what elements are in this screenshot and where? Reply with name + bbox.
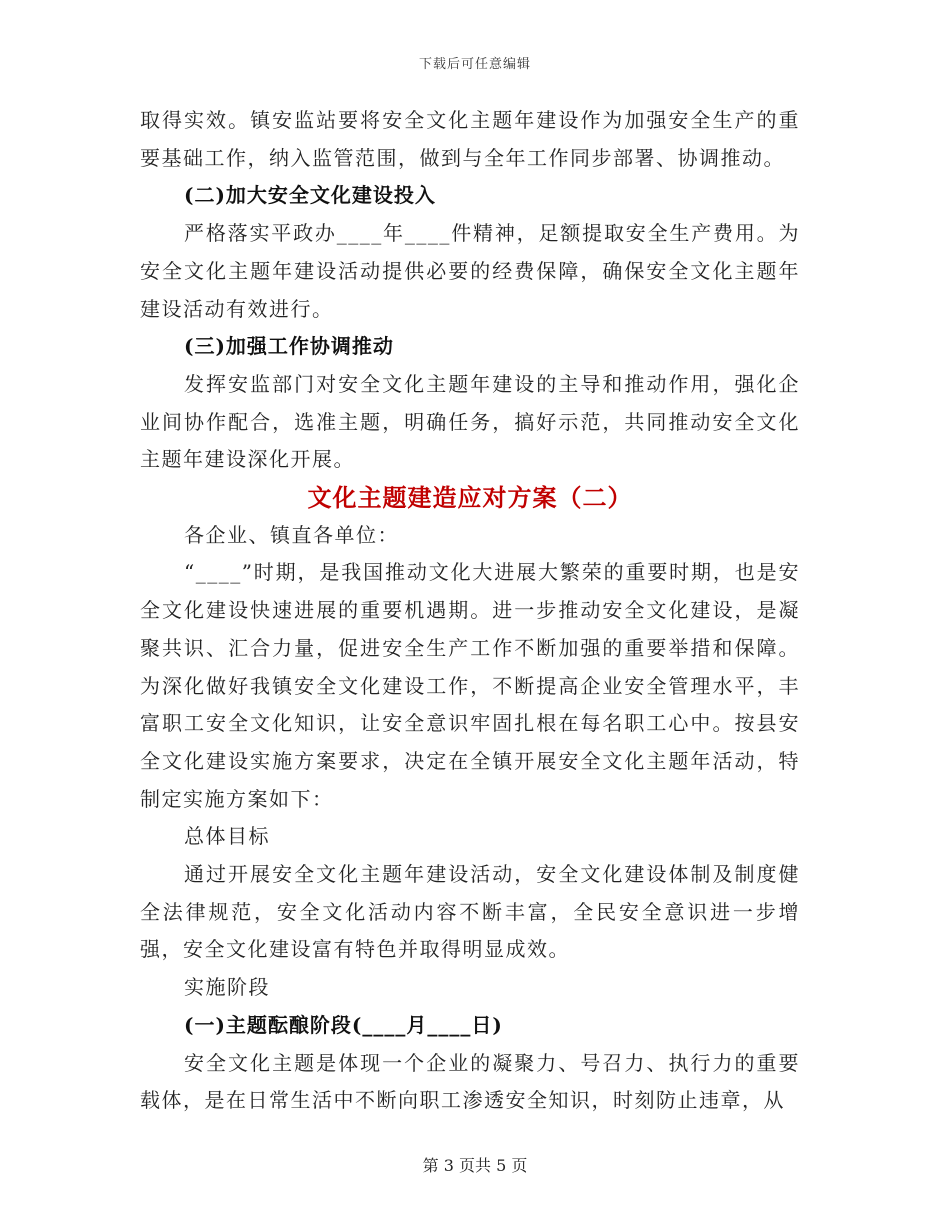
paragraph-theme-stage: 安全文化主题是体现一个企业的凝聚力、号召力、执行力的重要载体，是在日常生活中不断向职工渗透安全知识，时刻防止违章，从 — [140, 1050, 800, 1113]
salutation: 各企业、镇直各单位： — [184, 522, 399, 547]
paragraph-continuation: 取得实效。镇安监站要将安全文化主题年建设作为加强安全生产的重要基础工作，纳入监管范围，做到与全年工作同步部署、协调推动。 — [140, 108, 800, 170]
section-title: 文化主题建造应对方案（二） — [307, 483, 633, 513]
page-footer: 第 3 页共 5 页 — [422, 1156, 528, 1175]
subheading-coordination: (三)加强工作协调推动 — [184, 334, 394, 359]
page-header: 下载后可任意编辑 — [418, 57, 531, 72]
subheading-theme-stage: (一)主题酝酿阶段(____月____日) — [184, 1012, 503, 1037]
paragraph-goal: 通过开展安全文化主题年建设活动，安全文化建设体制及制度健全法律规范，安全文化活动内容不断丰富，全民安全意识进一步增强，安全文化建设富有特色并取得明显成效。 — [140, 862, 800, 962]
subheading-increase-investment: (二)加大安全文化建设投入 — [184, 183, 436, 208]
document-body — [140, 102, 800, 1120]
paragraph-coordination: 发挥安监部门对安全文化主题年建设的主导和推动作用，强化企业间协作配合，选准主题，明确任务，搞好示范，共同推动安全文化主题年建设深化开展。 — [140, 371, 800, 472]
paragraph-introduction: “____”时期，是我国推动文化大进展大繁荣的重要时期，也是安全文化建设快速进展的重要机遇期。进一步推动安全文化建设，是凝聚共识、汇合力量，促进安全生产工作不断加强的重要举措和保障。为深化做好我镇安全文化建设工作，不断提高企业安全管理水平，丰富职工安全文化知识，让安全意识牢固扎根在每名职工心中。按县安全文化建设实施方案要求，决定在全镇开展安全文化主题年活动，特制定实施方案如下： — [140, 560, 800, 811]
paragraph-investment: 严格落实平政办____年____件精神，足额提取安全生产费用。为安全文化主题年建设活动提供必要的经费保障，确保安全文化主题年建设活动有效进行。 — [140, 221, 800, 321]
label-overall-goal: 总体目标 — [184, 824, 270, 849]
label-implementation-stage: 实施阶段 — [184, 975, 270, 1000]
